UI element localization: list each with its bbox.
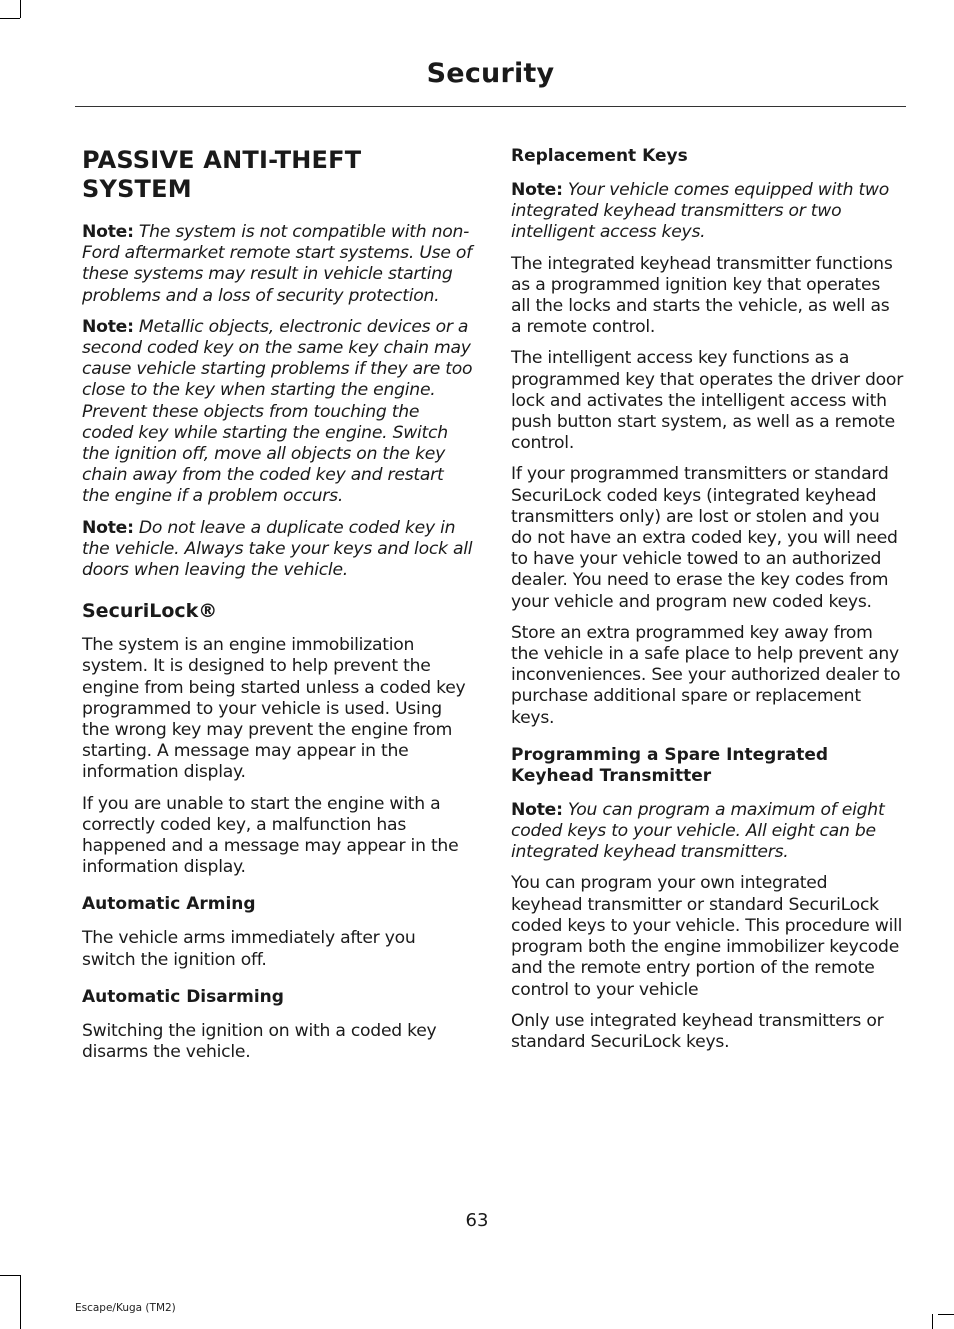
note-text: Metallic objects, electronic devices or a second coded key on the same key chain may cause vehicle starting problems if they are too close to the key when starting the engine. Prevent these objects from touching the coded key while starting the engine. Switch the ignition off, move all objects on the key chain away from the coded key and restart the engine if a problem occurs.	[82, 316, 473, 507]
body-paragraph: The system is an engine immobilization system. It is designed to help prevent the engine from being started unless a coded key programmed to your vehicle is used. Using the wrong key may prevent the engine from starting. A message may appear in the information display.	[82, 635, 466, 783]
footer-model: Escape/Kuga (TM2)	[75, 1302, 176, 1314]
note-text: Your vehicle comes equipped with two integrated keyhead transmitters or two intelligent access keys.	[511, 180, 890, 243]
crop-mark	[938, 1314, 954, 1315]
note-text: You can program a maximum of eight coded keys to your vehicle. All eight can be integrated keyhead transmitters.	[511, 799, 885, 863]
note-paragraph	[82, 518, 474, 582]
body-paragraph: You can program your own integrated keyhead transmitter or standard SecuriLock coded keys to your vehicle. This procedure will program both the engine immobilizer keycode and the remote entry portion of the remote control to your vehicle	[511, 873, 903, 1000]
note-paragraph	[511, 180, 903, 244]
crop-mark	[932, 1314, 933, 1329]
note-text: The system is not compatible with non-Ford aftermarket remote start systems. Use of these systems may result in vehicle starting problems and a loss of security protection.	[82, 222, 472, 306]
note-label: Note:	[82, 222, 134, 242]
crop-mark	[0, 1275, 20, 1276]
crop-mark	[20, 0, 21, 18]
section-heading: PASSIVE ANTI-THEFT SYSTEM	[82, 146, 362, 203]
left-column	[82, 146, 474, 1073]
body-paragraph: The intelligent access key functions as a programmed key that operates the driver door lock and activates the intelligent access with push button start system, as well as a remote control.	[511, 348, 904, 454]
note-paragraph	[82, 222, 474, 307]
body-paragraph: Only use integrated keyhead transmitters or standard SecuriLock keys.	[511, 1010, 884, 1052]
note-label: Note:	[511, 180, 563, 200]
subheading: Replacement Keys	[511, 146, 688, 166]
page-title: Security	[426, 58, 555, 89]
note-paragraph	[511, 800, 903, 864]
note-label: Note:	[82, 316, 134, 337]
body-paragraph: If you are unable to start the engine with a correctly coded key, a malfunction has happened and a message may appear in the information display.	[82, 793, 459, 878]
header-divider	[75, 106, 906, 107]
subheading: Programming a Spare Integrated Keyhead Transmitter	[511, 744, 829, 786]
page-number: 63	[465, 1210, 489, 1231]
note-text: Do not leave a duplicate coded key in the vehicle. Always take your keys and lock all doors when leaving the vehicle.	[82, 517, 473, 581]
body-paragraph: If your programmed transmitters or standard SecuriLock coded keys (integrated keyhead transmitters only) are lost or stolen and you do not have an extra coded key, you will need to have your vehicle towed to an authorized dealer. You need to erase the key codes from your vehicle and program new coded keys.	[511, 464, 898, 612]
body-paragraph: The integrated keyhead transmitter functions as a programmed ignition key that operates all the locks and starts the vehicle, as well as a remote control.	[511, 253, 893, 338]
body-paragraph: Store an extra programmed key away from the vehicle in a safe place to help prevent any inconveniences. See your authorized dealer to purchase additional spare or replacement keys.	[511, 622, 901, 728]
note-label: Note:	[82, 517, 134, 538]
right-column	[511, 146, 903, 1063]
subheading: Automatic Arming	[82, 894, 256, 915]
note-label: Note:	[511, 799, 563, 820]
body-paragraph: Switching the ignition on with a coded key disarms the vehicle.	[82, 1020, 437, 1063]
crop-mark	[20, 1275, 21, 1329]
crop-mark	[0, 18, 20, 19]
subsection-heading: SecuriLock®	[82, 600, 218, 623]
subheading: Automatic Disarming	[82, 986, 284, 1007]
note-paragraph	[82, 317, 474, 508]
body-paragraph: The vehicle arms immediately after you switch the ignition off.	[82, 928, 416, 970]
